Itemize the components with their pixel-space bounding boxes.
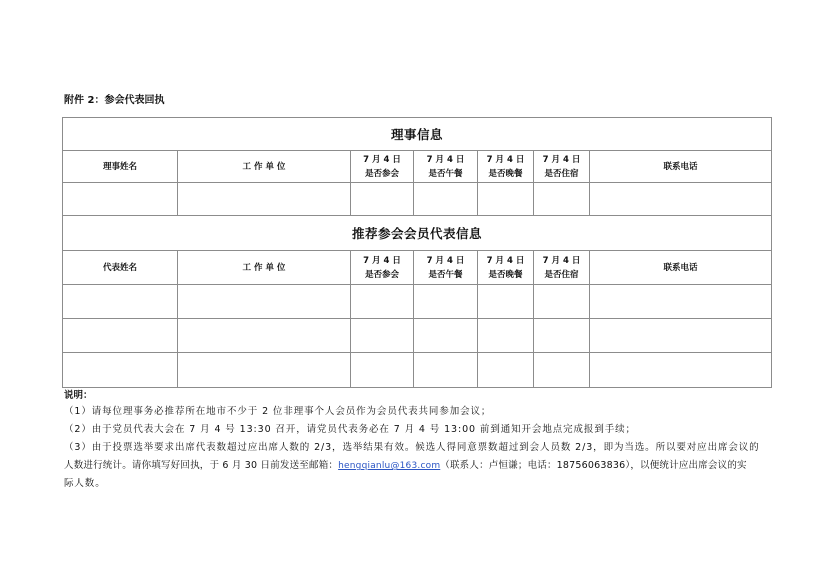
table-cell <box>351 319 414 353</box>
col-header-lunch: 7 月 4 日 是否午餐 <box>414 151 478 183</box>
col-header-phone: 联系电话 <box>590 151 772 183</box>
table-cell <box>478 285 534 319</box>
table-cell <box>478 353 534 388</box>
table-row <box>63 319 772 353</box>
table-cell <box>63 183 178 216</box>
table-cell <box>478 183 534 216</box>
col-header-work-unit: 工 作 单 位 <box>178 251 351 285</box>
col-header-work-unit: 工 作 单 位 <box>178 151 351 183</box>
col-header-director-name: 理事姓名 <box>63 151 178 183</box>
table-cell <box>178 183 351 216</box>
note-item-2: （2）由于党员代表大会在 7 月 4 号 13:30 召开，请党员代表务必在 7 月 4 号 13:00 前到通知开会地点完成报到手续； <box>64 424 636 435</box>
col-header-lodging: 7 月 4 日 是否住宿 <box>534 151 590 183</box>
reply-form-table <box>62 117 772 388</box>
table-cell <box>590 319 772 353</box>
director-info-section-title: 理事信息 <box>63 118 772 151</box>
table-row <box>63 353 772 388</box>
table-cell <box>534 353 590 388</box>
col-header-dinner: 7 月 4 日 是否晚餐 <box>478 251 534 285</box>
table-cell <box>414 353 478 388</box>
col-header-lodging: 7 月 4 日 是否住宿 <box>534 251 590 285</box>
notes-section <box>64 389 760 493</box>
table-cell <box>478 319 534 353</box>
table-cell <box>590 353 772 388</box>
table-cell <box>351 285 414 319</box>
table-cell <box>178 353 351 388</box>
table-cell <box>63 353 178 388</box>
col-header-attend: 7 月 4 日 是否参会 <box>351 251 414 285</box>
col-header-rep-name: 代表姓名 <box>63 251 178 285</box>
col-header-phone: 联系电话 <box>590 251 772 285</box>
note-item-3-line-3: 际人数。 <box>64 478 106 489</box>
col-header-lunch: 7 月 4 日 是否午餐 <box>414 251 478 285</box>
table-cell <box>178 285 351 319</box>
note-item-3-line-2 <box>64 457 760 475</box>
table-cell <box>590 183 772 216</box>
attachment-title: 附件 2：参会代表回执 <box>64 95 165 106</box>
table-row <box>63 183 772 216</box>
col-header-dinner: 7 月 4 日 是否晚餐 <box>478 151 534 183</box>
note-text: （联系人：卢恒谦；电话：18756063836），以便统计应出席会议的实 <box>440 460 747 471</box>
table-cell <box>534 285 590 319</box>
table-cell <box>178 319 351 353</box>
table-cell <box>351 183 414 216</box>
table-cell <box>63 319 178 353</box>
note-text: 人数进行统计。请你填写好回执，于 6 月 30 日前发送至邮箱： <box>64 460 339 471</box>
email-link[interactable]: hengqianlu@163.com <box>338 461 441 471</box>
table-cell <box>351 353 414 388</box>
member-rep-section-title: 推荐参会会员代表信息 <box>63 216 772 251</box>
note-item-3-line-1: （3）由于投票选举要求出席代表数超过应出席人数的 2/3，选举结果有效。候选人得同意票数超过到会人员数 2/3，即为当选。所以要对应出席会议的 <box>64 442 760 453</box>
table-cell <box>534 319 590 353</box>
note-item-1: （1）请每位理事务必推荐所在地市不少于 2 位非理事个人会员作为会员代表共同参加会议； <box>64 406 492 417</box>
table-cell <box>414 285 478 319</box>
table-row <box>63 285 772 319</box>
table-cell <box>534 183 590 216</box>
notes-heading: 说明： <box>64 390 93 401</box>
table-cell <box>590 285 772 319</box>
table-cell <box>63 285 178 319</box>
col-header-attend: 7 月 4 日 是否参会 <box>351 151 414 183</box>
table-cell <box>414 319 478 353</box>
table-cell <box>414 183 478 216</box>
